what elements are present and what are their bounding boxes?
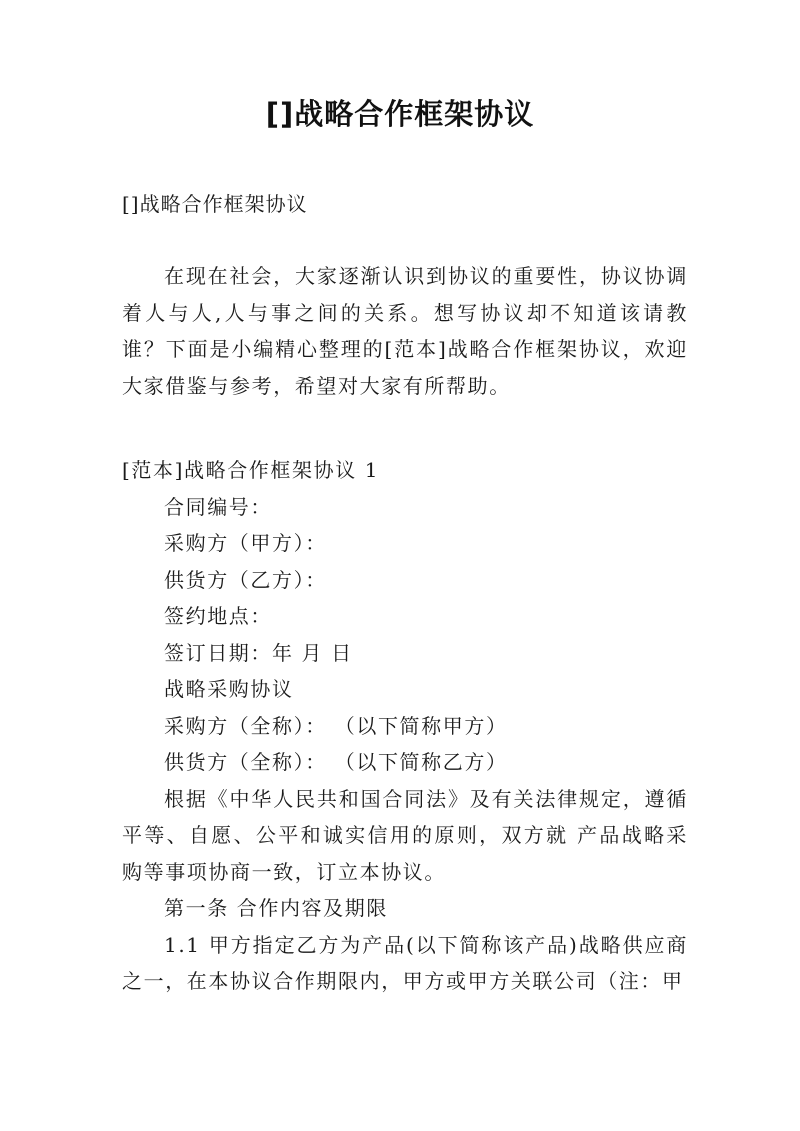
field-contract-no: 合同编号： [164,494,272,519]
intro-paragraph: 在现在社会，大家逐渐认识到协议的重要性，协议协调着人与人,人与事之间的关系。想写协议却不知道该请教谁？下面是小编精心整理的[范本]战略合作框架协议，欢迎大家借鉴与参考，希望对大家有所帮助。 [122,264,688,398]
document-title: []战略合作框架协议 [265,97,535,131]
article-1-title: 第一条 合作内容及期限 [164,896,388,920]
clause-1-1: 1.1 甲方指定乙方为产品(以下简称该产品)战略供应商之一，在本协议合作期限内，甲方或甲方关联公司（注：甲 [122,932,688,993]
field-date: 签订日期：年 月 日 [164,640,353,665]
agreement-body [122,452,688,1000]
supplier-full-name: 供货方（全称）： （以下简称乙方） [164,750,508,774]
field-supplier: 供货方（乙方）： [164,567,327,592]
preamble-paragraph: 根据《中华人民共和国合同法》及有关法律规定，遵循平等、自愿、公平和诚实信用的原则，双方就 产品战略采购等事项协商一致，订立本协议。 [122,786,688,884]
field-buyer: 采购方（甲方）： [164,531,327,555]
agreement-title: 战略采购协议 [164,677,294,701]
buyer-full-name: 采购方（全称）： （以下简称甲方） [164,713,508,738]
field-place: 签约地点： [164,604,272,628]
document-subtitle: []战略合作框架协议 [122,192,308,216]
section-heading: [范本]战略合作框架协议 1 [122,458,380,482]
